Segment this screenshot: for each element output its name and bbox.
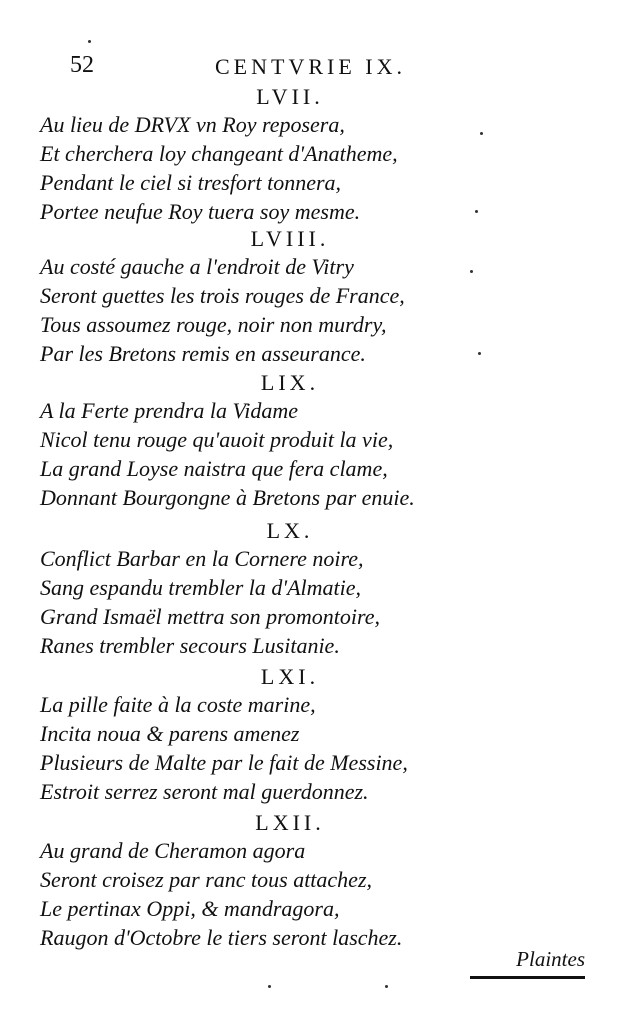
quatrain-62 (40, 810, 600, 952)
verse-line: Conflict Barbar en la Cornere noire, (40, 546, 364, 571)
scan-speck (475, 210, 478, 213)
quatrain-60 (40, 518, 600, 660)
quatrain-number: LX. (266, 518, 314, 543)
verse-line: Au costé gauche a l'endroit de Vitry (40, 254, 354, 279)
scan-speck (480, 132, 483, 135)
verse-line: Raugon d'Octobre le tiers seront laschez. (40, 925, 403, 950)
running-title: CENTVRIE IX. (215, 54, 406, 79)
quatrain-58 (40, 226, 600, 368)
verse-line: La grand Loyse naistra que fera clame, (40, 456, 388, 481)
verse-line: Pendant le ciel si tresfort tonnera, (40, 170, 342, 195)
verse-line: Par les Bretons remis en asseurance. (40, 341, 366, 366)
quatrain-57 (40, 84, 600, 226)
verse-line: Plusieurs de Malte par le fait de Messine, (40, 750, 408, 775)
page-header (70, 52, 490, 82)
verse-line: Ranes trembler secours Lusitanie. (40, 633, 340, 658)
verse-line: Incita noua & parens amenez (40, 721, 300, 746)
verse-line: Portee neufue Roy tuera soy mesme. (40, 199, 361, 224)
catchword: Plaintes (516, 947, 585, 971)
quatrain-number: LIX. (260, 370, 320, 395)
scan-speck (268, 985, 271, 988)
verse-line: Et cherchera loy changeant d'Anatheme, (40, 141, 398, 166)
footer-rule (470, 976, 585, 979)
verse-line: Au lieu de DRVX vn Roy reposera, (40, 112, 345, 137)
scan-speck (385, 985, 388, 988)
quatrain-59 (40, 370, 600, 512)
scan-speck (88, 40, 91, 43)
quatrain-number: LVIII. (250, 226, 330, 251)
quatrain-number: LXI. (260, 664, 320, 689)
quatrain-number: LXII. (255, 810, 325, 835)
verse-line: Le pertinax Oppi, & mandragora, (40, 896, 340, 921)
verse-line: Seront guettes les trois rouges de France, (40, 283, 405, 308)
verse-line: Nicol tenu rouge qu'auoit produit la vie, (40, 427, 394, 452)
verse-line: Estroit serrez seront mal guerdonnez. (40, 779, 369, 804)
verse-line: Au grand de Cheramon agora (40, 838, 306, 863)
verse-line: Donnant Bourgongne à Bretons par enuie. (40, 485, 415, 510)
scan-speck (478, 352, 481, 355)
page-number: 52 (70, 52, 94, 78)
verse-line: Seront croisez par ranc tous attachez, (40, 867, 373, 892)
verse-line: Tous assoumez rouge, noir non murdry, (40, 312, 387, 337)
scan-speck (470, 270, 473, 273)
verse-line: Grand Ismaël mettra son promontoire, (40, 604, 380, 629)
verse-line: A la Ferte prendra la Vidame (40, 398, 299, 423)
quatrain-61 (40, 664, 600, 806)
verse-line: Sang espandu trembler la d'Almatie, (40, 575, 362, 600)
quatrain-number: LVII. (256, 84, 324, 109)
verse-line: La pille faite à la coste marine, (40, 692, 316, 717)
